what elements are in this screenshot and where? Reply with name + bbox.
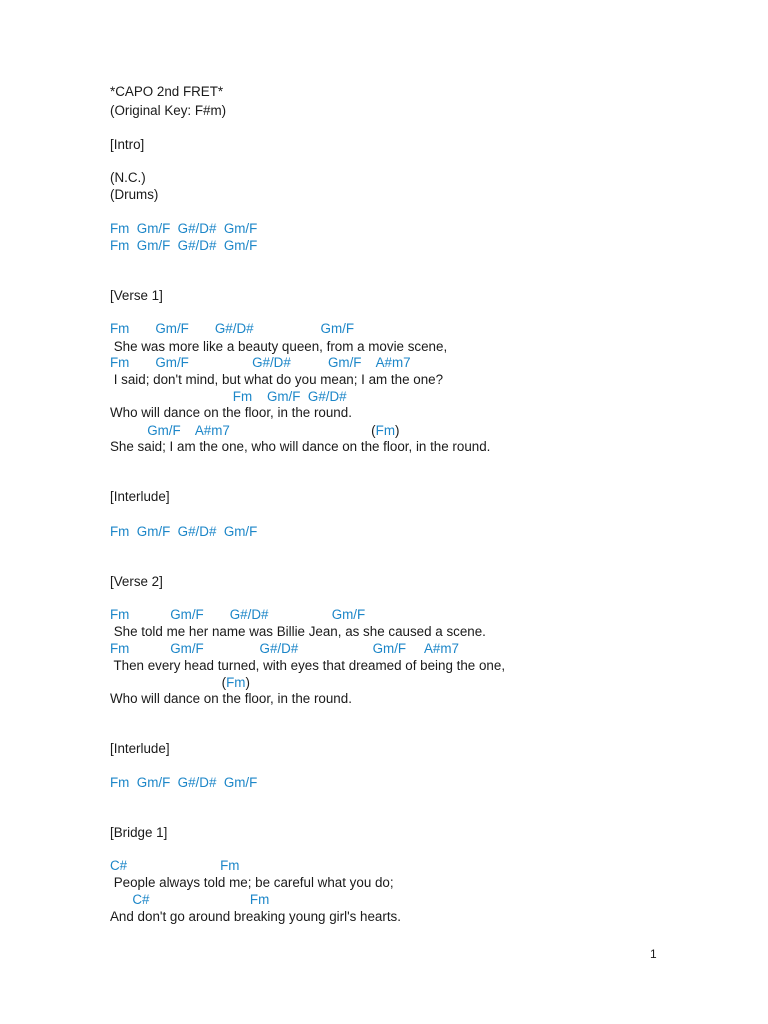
chord-line: Fm Gm/F G#/D# Gm/F xyxy=(110,775,258,790)
lyric-line: (N.C.) xyxy=(110,170,146,185)
paren-close: ) xyxy=(245,675,250,690)
lyric-line: Who will dance on the floor, in the round. xyxy=(110,405,352,420)
lyric-line: [Verse 2] xyxy=(110,574,163,589)
chord-line: C# Fm xyxy=(110,892,270,907)
chord-line: Fm Gm/F G#/D# Gm/F xyxy=(110,524,258,539)
lyric-line: [Bridge 1] xyxy=(110,825,168,840)
chord: Fm xyxy=(375,423,395,438)
chord-line: Fm Gm/F G#/D# Gm/F xyxy=(110,321,355,336)
paren-open: ( xyxy=(371,423,376,438)
chord-line: Fm Gm/F G#/D# Gm/F xyxy=(110,221,258,236)
lyric-line: She said; I am the one, who will dance on the floor, in the round. xyxy=(110,439,491,454)
chord-spacing xyxy=(110,675,222,690)
lyric-line: [Interlude] xyxy=(110,741,170,756)
chord-sheet-page xyxy=(110,0,710,1024)
lyric-line: People always told me; be careful what you do; xyxy=(110,875,394,890)
paren-open: ( xyxy=(221,675,227,690)
chord-line: Fm Gm/F G#/D# Gm/F xyxy=(110,607,366,622)
chord-line: Fm Gm/F G#/D# Gm/F A#m7 xyxy=(110,641,459,656)
chord: Fm xyxy=(226,675,246,690)
chord-line xyxy=(110,422,399,439)
chord-line: Fm Gm/F G#/D# Gm/F A#m7 xyxy=(110,355,411,370)
lyric-line: [Interlude] xyxy=(110,489,170,504)
lyric-line: She told me her name was Billie Jean, as she caused a scene. xyxy=(110,624,486,639)
chord-spacing xyxy=(230,423,371,438)
lyric-line: And don't go around breaking young girl's hearts. xyxy=(110,909,401,924)
chord-line: Fm Gm/F G#/D# Gm/F xyxy=(110,238,258,253)
lyric-line: *CAPO 2nd FRET* xyxy=(110,84,224,99)
lyric-line: (Drums) xyxy=(110,187,159,202)
paren-close: ) xyxy=(394,423,400,438)
page-number: 1 xyxy=(650,947,657,961)
chord-line: C# Fm xyxy=(110,858,240,873)
lyric-line: (Original Key: F#m) xyxy=(110,103,227,118)
lyric-line: She was more like a beauty queen, from a movie scene, xyxy=(110,339,448,354)
lyric-line: Then every head turned, with eyes that dreamed of being the one, xyxy=(110,658,506,673)
lyric-line: [Verse 1] xyxy=(110,288,163,303)
lyric-line: [Intro] xyxy=(110,137,145,152)
chords: Gm/F A#m7 xyxy=(110,423,230,438)
chord-line xyxy=(110,674,250,691)
lyric-line: I said; don't mind, but what do you mean; I am the one? xyxy=(110,372,444,387)
chord-line: Fm Gm/F G#/D# xyxy=(110,389,347,404)
lyric-line: Who will dance on the floor, in the round. xyxy=(110,691,352,706)
